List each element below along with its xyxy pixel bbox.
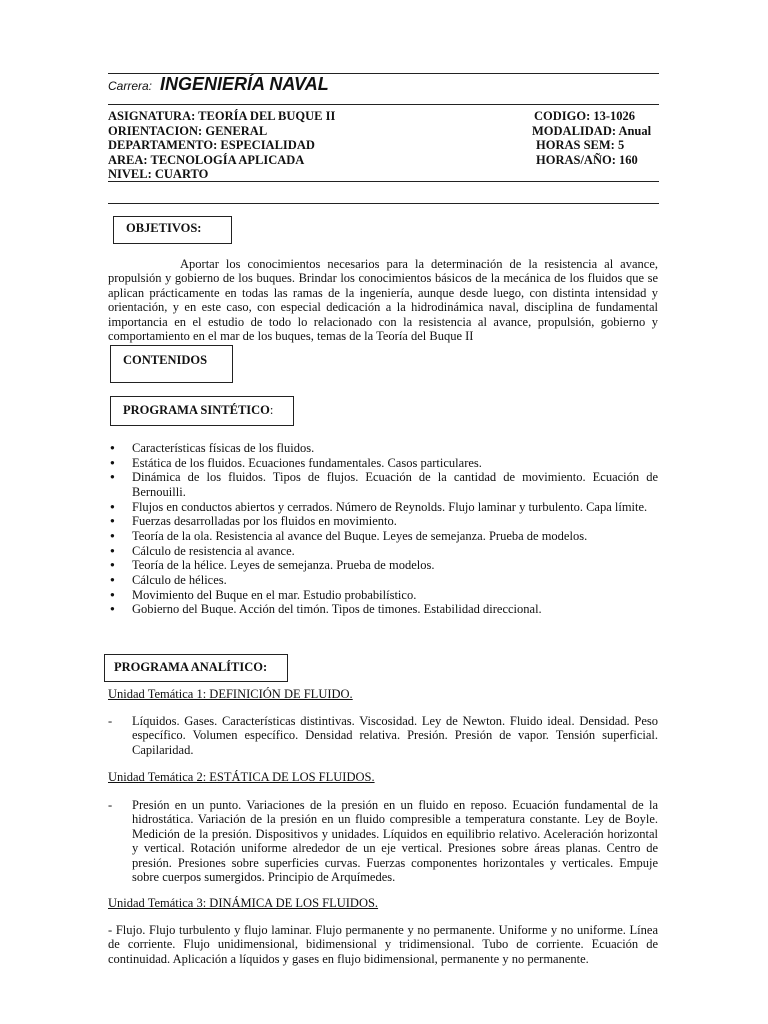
list-item: ● Movimiento del Buque en el mar. Estudio probabilístico.	[108, 588, 658, 602]
list-item: ● Gobierno del Buque. Acción del timón. Tipos de timones. Estabilidad direccional.	[108, 602, 658, 616]
carrera-line	[108, 74, 329, 95]
list-item: ● Estática de los fluidos. Ecuaciones fundamentales. Casos particulares.	[108, 456, 658, 470]
list-item: ● Cálculo de resistencia al avance.	[108, 544, 658, 558]
objetivos-text: Aportar los conocimientos necesarios para la determinación de la resistencia al avance, propulsión y gobierno de los buques. Brindar los conocimientos básicos de la mecánica de los fluidos que se aplican prácticamente en todas las ramas de la ingeniería, aunque desde luego, con distinta intensidad y orientación, y en este caso, con especial dedicación a la hidrodinámica naval, disciplina de fundamental importancia en el estudio de todo lo relacionado con la resistencia al avance, propulsión, gobierno y comportamiento en el mar de los buques, temas de la Teoría del Buque II	[108, 257, 658, 344]
nivel-line: NIVEL: CUARTO	[108, 167, 209, 181]
header-rule-bottom	[108, 203, 659, 204]
carrera-value: INGENIERÍA NAVAL	[160, 74, 329, 94]
dash-marker: -	[108, 798, 113, 812]
list-item: ● Características físicas de los fluidos.	[108, 441, 658, 455]
unidad-2-content	[108, 798, 658, 884]
programa-analitico-heading: PROGRAMA ANALÍTICO:	[104, 654, 288, 682]
programa-sintetico-heading	[110, 396, 294, 426]
area-line: AREA: TECNOLOGÍA APLICADA	[108, 152, 305, 167]
unidad-1-title: Unidad Temática 1: DEFINICIÓN DE FLUIDO.	[108, 687, 353, 701]
list-item: ● Dinámica de los fluidos. Tipos de flujos. Ecuación de la cantidad de movimiento. Ecuación de Bernouilli.	[108, 470, 658, 499]
list-item: ● Teoría de la ola. Resistencia al avance del Buque. Leyes de semejanza. Prueba de modelos.	[108, 529, 658, 543]
contenidos-heading: CONTENIDOS	[110, 345, 233, 383]
dash-marker: -	[108, 714, 113, 728]
header-rule-lower	[108, 181, 659, 182]
carrera-label: Carrera:	[108, 79, 153, 93]
horas-ano-line: HORAS/AÑO: 160	[536, 152, 638, 167]
unidad-3-title: Unidad Temática 3: DINÁMICA DE LOS FLUIDOS.	[108, 896, 379, 910]
orientacion-line: ORIENTACION: GENERAL	[108, 123, 268, 138]
unidad-1-content	[108, 714, 658, 757]
unidad-3-text: - Flujo. Flujo turbulento y flujo laminar. Flujo permanente y no permanente. Uniforme y no uniforme. Línea de corriente. Flujo unidimensional, bidimensional y tridimensional. Tubo de corriente. Ecuación de continuidad. Aplicación a líquidos y gases en flujo bidimensional, permanente y no permanente.	[108, 923, 658, 966]
unidad-2-title: Unidad Temática 2: ESTÁTICA DE LOS FLUIDOS.	[108, 770, 375, 784]
programa-sintetico-list	[108, 441, 658, 617]
subject-info-left	[108, 109, 335, 182]
unidad-1-text: Líquidos. Gases. Características distintivas. Viscosidad. Ley de Newton. Fluido ideal. Densidad. Peso específico. Volumen específico. Densidad relativa. Presión. Presión de vapor. Tensión superficial. Capilaridad.	[132, 714, 658, 757]
departamento-line: DEPARTAMENTO: ESPECIALIDAD	[108, 138, 315, 152]
subject-info-right	[532, 109, 651, 167]
list-item: ● Flujos en conductos abiertos y cerrados. Número de Reynolds. Flujo laminar y turbulento. Capa límite.	[108, 500, 658, 514]
codigo-line: CODIGO: 13-1026	[534, 109, 636, 123]
unidad-2-text: Presión en un punto. Variaciones de la presión en un fluido en reposo. Ecuación fundamental de la hidrostática. Variación de la presión en un fluido compresible a temperatura constante. Ley de Boyle. Medición de la presión. Dispositivos y unidades. Líquidos en equilibrio relativo. Aceleración horizontal y vertical. Rotación uniforme alrededor de un eje vertical. Presiones sobre áreas planas. Centro de presión. Presiones sobre superficies curvas. Fuerzas componentes horizontales y verticales. Empuje sobre cuerpos sumergidos. Principio de Arquímedes.	[132, 798, 658, 885]
list-item: ● Fuerzas desarrolladas por los fluidos en movimiento.	[108, 514, 658, 528]
modalidad-line: MODALIDAD: Anual	[532, 123, 652, 138]
header-rule-upper	[108, 104, 659, 105]
asignatura-line: ASIGNATURA: TEORÍA DEL BUQUE II	[108, 109, 336, 123]
list-item: ● Cálculo de hélices.	[108, 573, 658, 587]
horas-sem-line: HORAS SEM: 5	[536, 138, 625, 152]
list-item: ● Teoría de la hélice. Leyes de semejanza. Prueba de modelos.	[108, 558, 658, 572]
objetivos-paragraph	[108, 257, 658, 343]
programa-sintetico-colon: :	[269, 403, 274, 417]
programa-sintetico-title: PROGRAMA SINTÉTICO	[123, 403, 270, 417]
objetivos-heading: OBJETIVOS:	[113, 216, 232, 244]
